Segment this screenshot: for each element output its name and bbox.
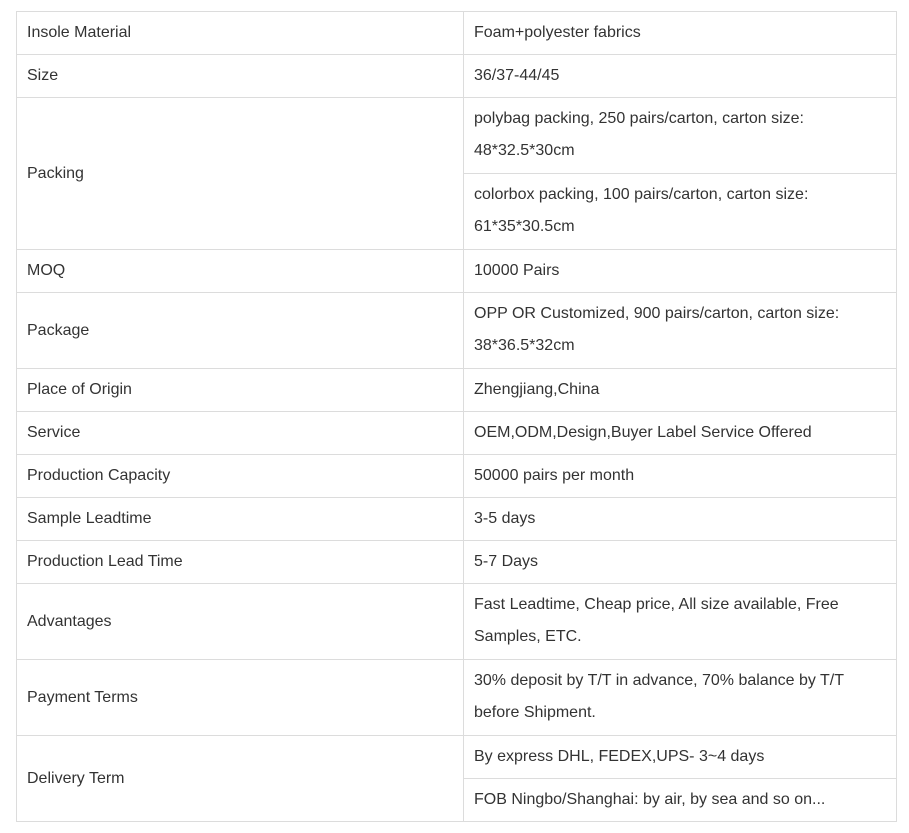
row-value: colorbox packing, 100 pairs/carton, carton size: 61*35*30.5cm	[464, 174, 897, 250]
row-label: Production Lead Time	[17, 541, 464, 584]
row-value: OEM,ODM,Design,Buyer Label Service Offered	[464, 412, 897, 455]
row-label: MOQ	[17, 250, 464, 293]
table-row	[17, 412, 897, 455]
row-value: FOB Ningbo/Shanghai: by air, by sea and so on...	[464, 779, 897, 822]
row-label: Delivery Term	[17, 736, 464, 822]
row-value: 36/37-44/45	[464, 55, 897, 98]
row-value: 5-7 Days	[464, 541, 897, 584]
row-label: Production Capacity	[17, 455, 464, 498]
table-row	[17, 736, 897, 779]
product-spec-table	[16, 11, 897, 822]
table-row	[17, 660, 897, 736]
row-value: Fast Leadtime, Cheap price, All size available, Free Samples, ETC.	[464, 584, 897, 660]
row-value: OPP OR Customized, 900 pairs/carton, carton size: 38*36.5*32cm	[464, 293, 897, 369]
row-label: Place of Origin	[17, 369, 464, 412]
row-value: 30% deposit by T/T in advance, 70% balance by T/T before Shipment.	[464, 660, 897, 736]
table-row	[17, 584, 897, 660]
table-row	[17, 455, 897, 498]
row-value: Foam+polyester fabrics	[464, 12, 897, 55]
table-row	[17, 250, 897, 293]
table-row	[17, 369, 897, 412]
table-row	[17, 541, 897, 584]
row-label: Packing	[17, 98, 464, 250]
row-value: 3-5 days	[464, 498, 897, 541]
row-label: Service	[17, 412, 464, 455]
row-value: Zhengjiang,China	[464, 369, 897, 412]
table-row	[17, 98, 897, 174]
table-row	[17, 55, 897, 98]
row-value: 10000 Pairs	[464, 250, 897, 293]
row-label: Insole Material	[17, 12, 464, 55]
spec-table-body	[17, 12, 897, 822]
row-value: 50000 pairs per month	[464, 455, 897, 498]
table-row	[17, 293, 897, 369]
row-label: Sample Leadtime	[17, 498, 464, 541]
row-label: Package	[17, 293, 464, 369]
table-row	[17, 12, 897, 55]
table-row	[17, 498, 897, 541]
row-value: polybag packing, 250 pairs/carton, carton size: 48*32.5*30cm	[464, 98, 897, 174]
row-value: By express DHL, FEDEX,UPS- 3~4 days	[464, 736, 897, 779]
row-label: Payment Terms	[17, 660, 464, 736]
row-label: Size	[17, 55, 464, 98]
row-label: Advantages	[17, 584, 464, 660]
